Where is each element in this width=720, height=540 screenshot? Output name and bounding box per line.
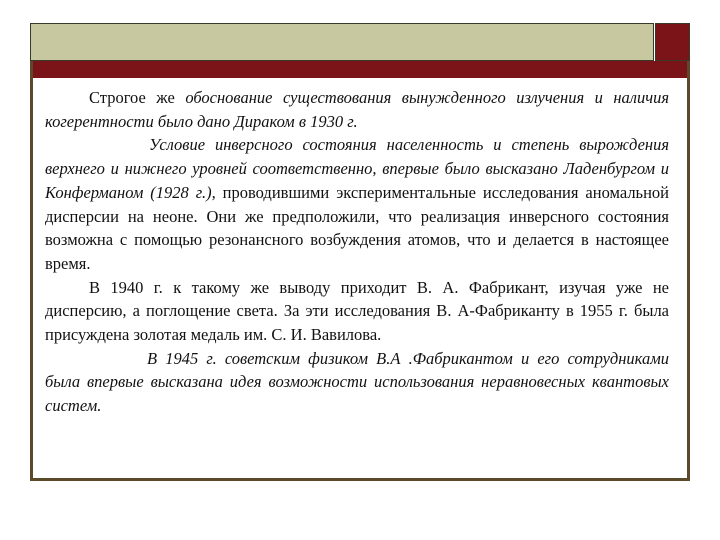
- left-border: [30, 61, 33, 481]
- paragraph-ladenburg-italic: Условие инверсного состояния населенность и степень вырождения верхнего и нижнего уровней соответственно, впервые было высказано Ладенбургом и Конферманом (1928 г.),: [45, 135, 669, 202]
- paragraph-fabrikant-1945: В 1945 г. советским физиком В.А .Фабрикантом и его сотрудниками была впервые высказана идея возможности использования неравновесных квантовых систем.: [45, 348, 669, 416]
- paragraph-dirac-italic: обоснование существования вынужденного излучения и наличия когерентности было дано Дираком в 1930 г.: [45, 88, 670, 131]
- paragraph-dirac: [45, 86, 669, 133]
- title-band: [30, 23, 654, 61]
- paragraph-ladenburg: [45, 133, 669, 275]
- accent-square: [655, 23, 690, 61]
- paragraph-dirac-lead: Строгое же: [89, 88, 186, 107]
- paragraph-fabrikant-1940: В 1940 г. к такому же выводу приходит В. А. Фабрикант, изучая уже не дисперсию, а поглощение света. За эти исследования В. А-Фабриканту в 1955 г. была присуждена золотая медаль им. С. И. Вавилова.: [45, 277, 669, 345]
- top-rule: [30, 61, 690, 78]
- bottom-rule: [30, 478, 690, 481]
- right-border: [687, 61, 690, 481]
- slide-body-text: [45, 86, 669, 418]
- paragraph-ladenburg-rest: проводившими экспериментальные исследования аномальной дисперсии на неоне. Они же предположили, что реализация инверсного состояния возможна с помощью резонансного возбуждения атомов, что и делается в настоящее время.: [45, 182, 669, 273]
